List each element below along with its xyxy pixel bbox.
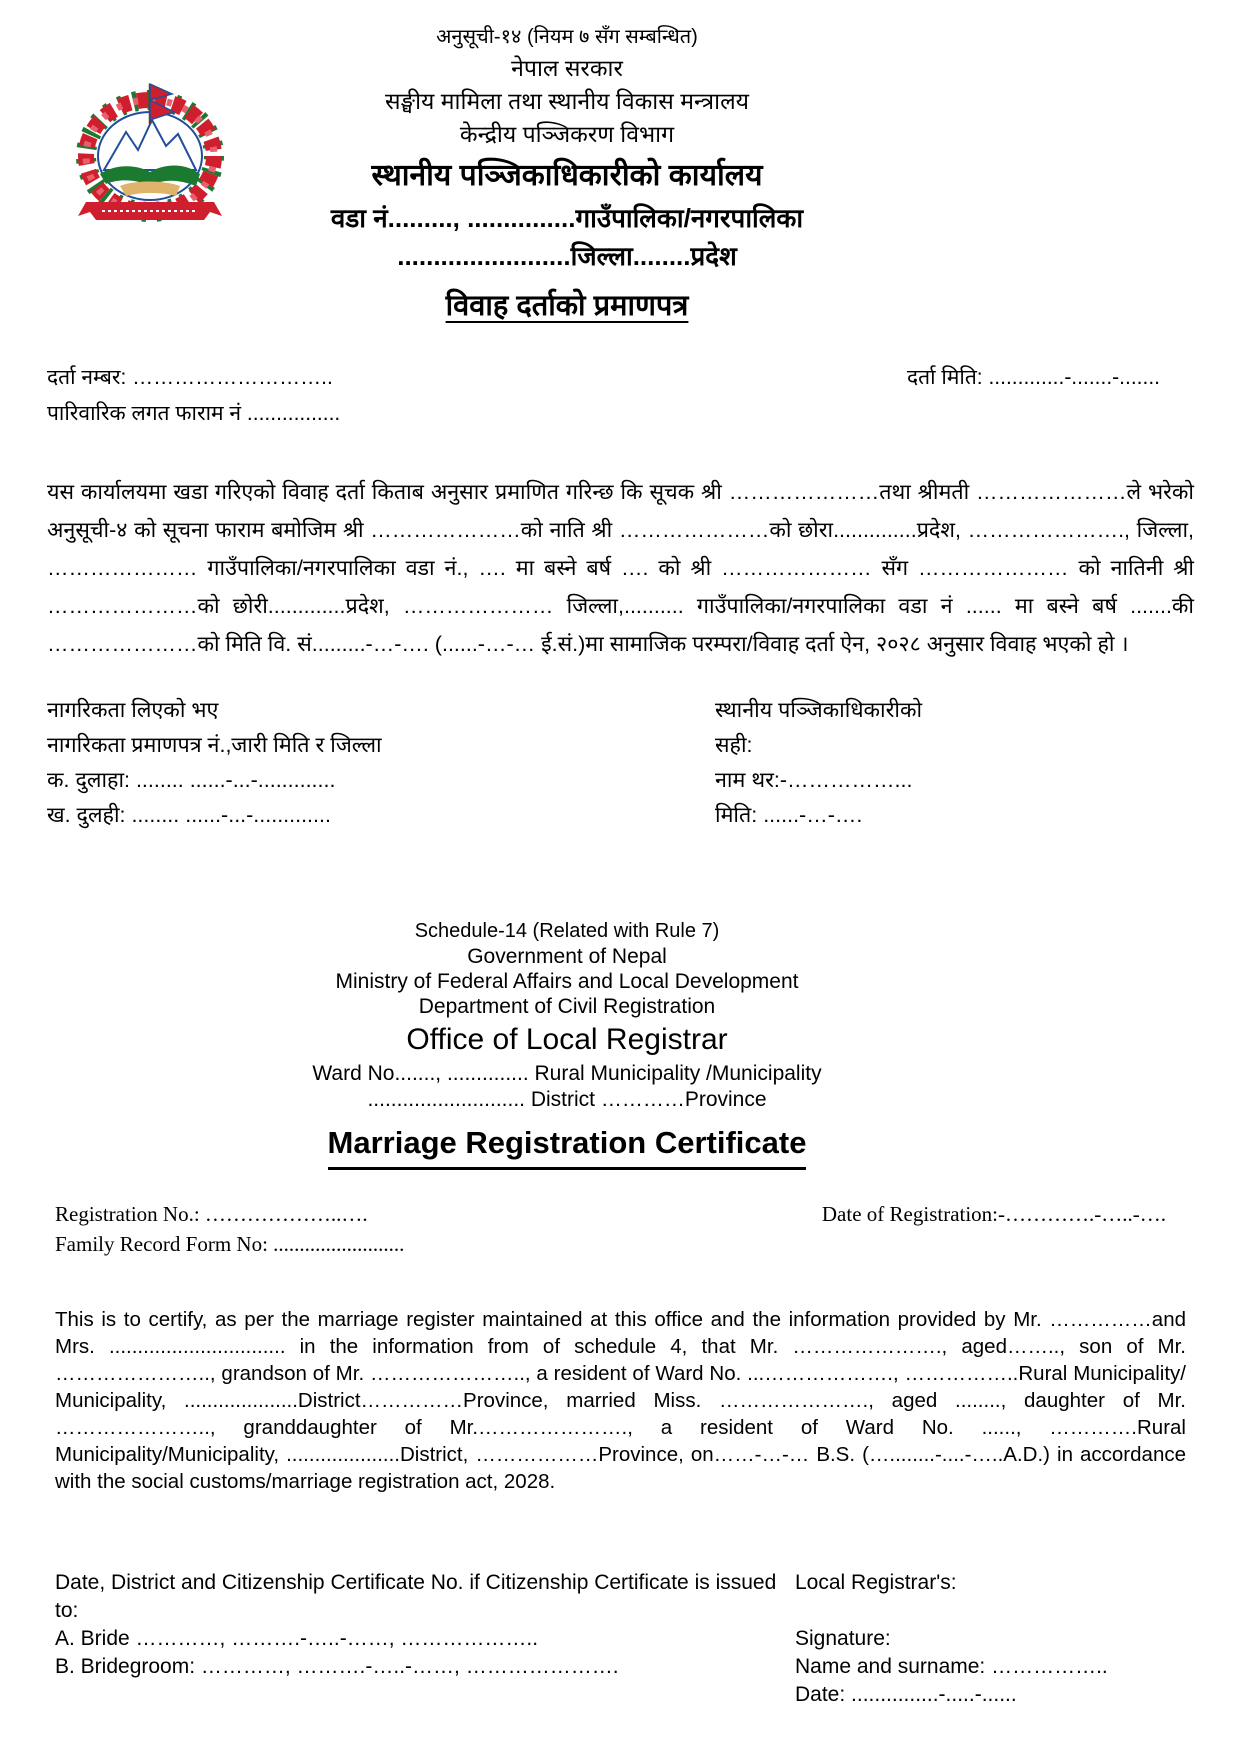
en-registrar-date-field: Date: ...............-.....-...... <box>795 1683 1017 1706</box>
en-local-registrar-heading: Local Registrar's: <box>795 1571 957 1594</box>
en-footer-spacer <box>55 1681 795 1709</box>
np-registrar-name-field: नाम थर:-……………... <box>715 768 913 792</box>
english-header <box>47 919 1087 1170</box>
en-family-record-form-field: Family Record Form No: ......................... <box>55 1232 405 1256</box>
np-bride-field: ख. दुलही: ........ ......-...-............. <box>47 803 331 827</box>
en-ministry-line: Ministry of Federal Affairs and Local Development <box>335 970 799 993</box>
np-registration-row <box>47 363 1194 393</box>
en-bridegroom-field: B. Bridegroom: …………, ……….-…..-……, …………………. <box>55 1655 619 1678</box>
en-footer-block <box>55 1569 1186 1709</box>
np-registrar-date-field: मिति: ......-…-…. <box>715 803 863 827</box>
np-registrar-heading: स्थानीय पञ्जिकाधिकारीको <box>715 698 923 722</box>
np-certificate-body: यस कार्यालयमा खडा गरिएको विवाह दर्ता किताब अनुसार प्रमाणित गरिन्छ कि सूचक श्री …………………तथा श्रीमती …………………ले भरेको अनुसूची-४ को सूचना फाराम बमोजिम श्री …………………को नाति श्री …………………को छोरा..............प्रदेश, …………………., जिल्ला, ………………… गाउँपालिका/नगरपालिका वडा नं., …. मा बस्ने बर्ष …. को श्री ………………… सँग ………………… को नातिनी श्री …………………को छोरी.............प्रदेश, ………………… जिल्ला,.......... गाउँपालिका/नगरपालिका वडा नं ...... मा बस्ने बर्ष .......की …………………को मिति वि. सं.........-…-…. (......-…-… ई.सं.)मा सामाजिक परम्परा/विवाह दर्ता ऐन, २०२८ अनुसार विवाह भएको हो । <box>47 480 1194 656</box>
np-citizenship-heading: नागरिकता लिएको भए <box>47 698 219 722</box>
np-office-line: स्थानीय पञ्जिकाधिकारीको कार्यालय <box>371 159 763 192</box>
np-district-line: ........................जिल्ला........प्रदेश <box>397 241 737 271</box>
en-registration-date-field: Date of Registration:-………….-…..-…. <box>821 1202 1166 1226</box>
np-registrar-signature-field: सही: <box>715 733 753 757</box>
en-citizenship-heading: Date, District and Citizenship Certificate No. if Citizenship Certificate is issued to: <box>55 1571 777 1622</box>
en-department-line: Department of Civil Registration <box>418 995 716 1018</box>
np-registration-number-field: दर्ता नम्बर: ……………………….. <box>47 366 333 389</box>
np-citizenship-subheading: नागरिकता प्रमाणपत्र नं.,जारी मिति र जिल्ला <box>47 733 382 757</box>
np-schedule-line: अनुसूची-१४ (नियम ७ सँग सम्बन्धित) <box>436 26 698 48</box>
en-certificate-title: Marriage Registration Certificate <box>47 1123 1087 1170</box>
en-bride-field: A. Bride …………, ……….-…..-……, ……………….. <box>55 1627 539 1650</box>
en-ward-line: Ward No......., .............. Rural Municipality /Municipality <box>312 1062 822 1085</box>
np-government-line: नेपाल सरकार <box>511 55 623 81</box>
np-citizenship-registrar-block <box>47 693 1194 833</box>
en-registration-number-field: Registration No.: ………………..…. <box>55 1202 368 1226</box>
np-ministry-line: सङ्घीय मामिला तथा स्थानीय विकास मन्त्रालय <box>384 88 750 114</box>
en-schedule-line: Schedule-14 (Related with Rule 7) <box>414 920 720 942</box>
nepal-emblem-icon <box>64 74 236 228</box>
np-department-line: केन्द्रीय पञ्जिकरण विभाग <box>459 121 675 147</box>
en-district-line: ........................... District …………Province <box>367 1088 767 1111</box>
en-certificate-body: This is to certify, as per the marriage register maintained at this office and the information provided by Mr. ……………and Mrs. ............................... in the information from of schedule 4, that Mr. …………………., aged…….., son of Mr. ………………….., grandson of Mr. ………………….., a resident of Ward No. ...………………., ……………..Rural Municipality/ Municipality, ....................District……………Province, married Miss. …………………., aged ........, daughter of Mr. ………………….., granddaughter of Mr.…………………., a resident of Ward No. ......, ………….Rural Municipality/Municipality, ....................District, ………………Province, on……-…-… B.S. (…........-....-…..A.D.) in accordance with the social customs/marriage registration act, 2028. <box>55 1308 1186 1493</box>
en-registrar-signature-field: Signature: <box>795 1627 891 1650</box>
en-office-line: Office of Local Registrar <box>406 1023 728 1056</box>
np-groom-field: क. दुलाहा: ........ ......-...-............. <box>47 768 336 792</box>
np-certificate-title: विवाह दर्ताको प्रमाणपत्र <box>445 290 689 322</box>
np-registration-date-field: दर्ता मिति: .............-.......-....... <box>907 366 1160 389</box>
en-government-line: Government of Nepal <box>467 945 667 968</box>
np-ward-line: वडा नं........., ...............गाउँपालिका/नगरपालिका <box>330 203 804 233</box>
en-registrar-name-field: Name and surname: …………….. <box>795 1655 1108 1678</box>
np-family-record-form-field: पारिवारिक लगत फाराम नं ................ <box>47 402 341 425</box>
en-registration-row <box>55 1200 1186 1228</box>
